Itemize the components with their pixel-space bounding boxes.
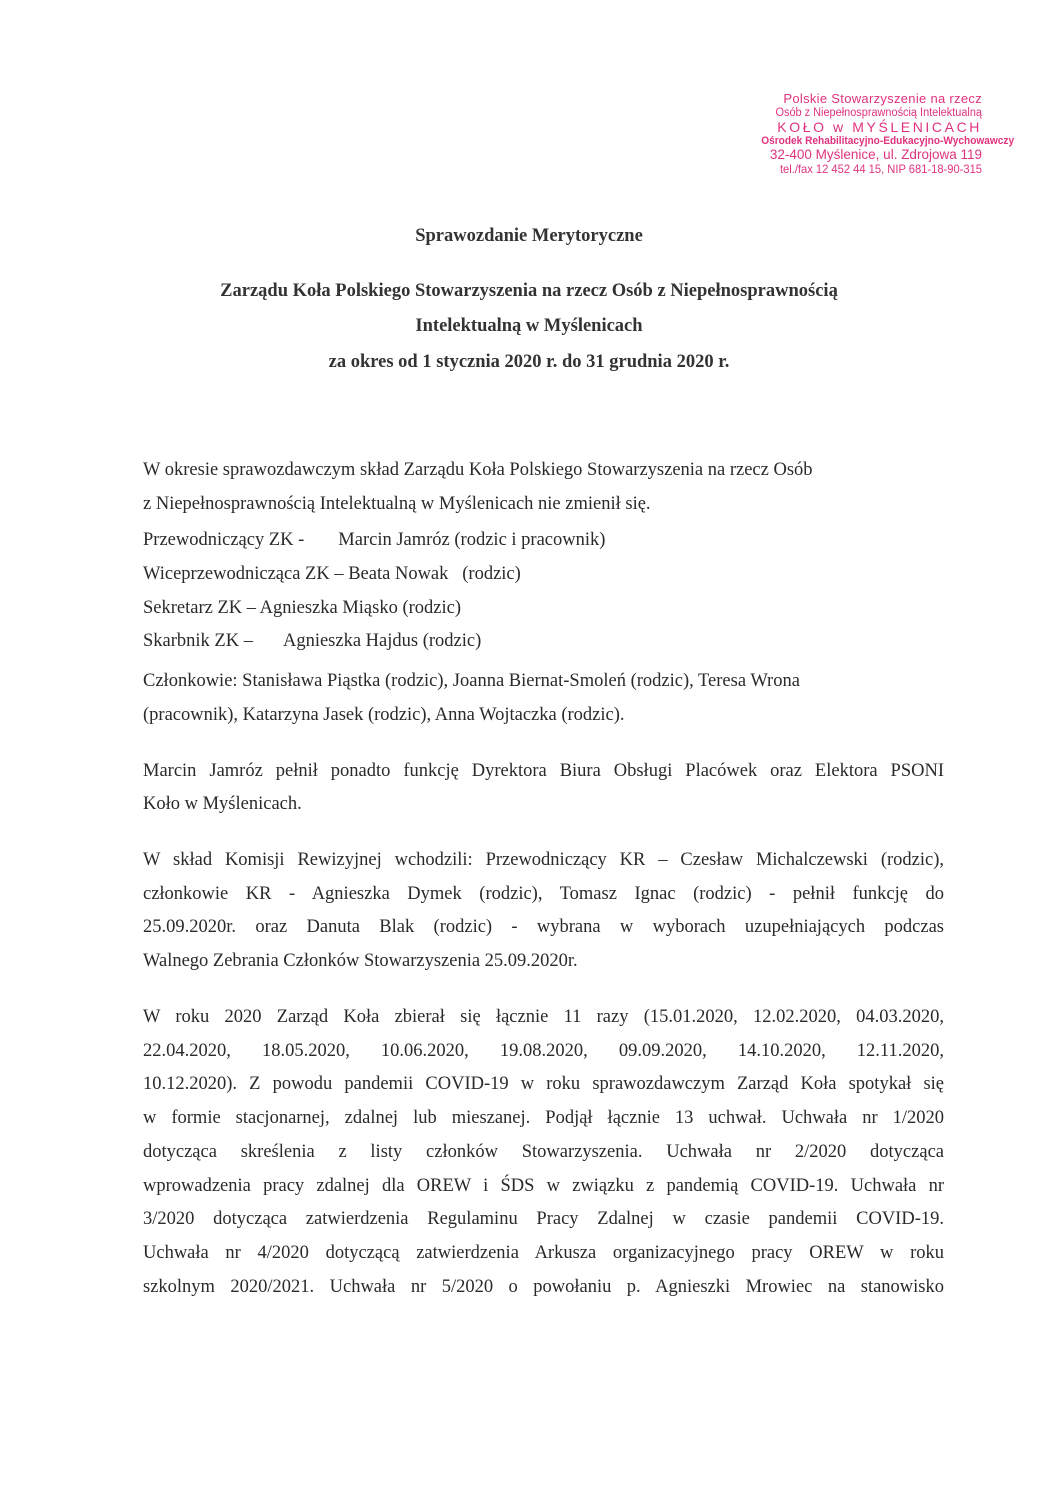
stamp-line: Osób z Niepełnosprawnością Intelektualną [775, 107, 982, 119]
meetings-line: Uchwała nr 4/2020 dotyczącą zatwierdzenia Arkusza organizacyjnego pracy OREW w roku [143, 1243, 944, 1263]
board-person: Marcin Jamróz (rodzic i pracownik) [338, 530, 606, 550]
audit-line: Walnego Zebrania Członków Stowarzyszenia 25.09.2020r. [143, 951, 578, 971]
stamp-line: 32-400 Myślenice, ul. Zdrojowa 119 [769, 147, 982, 162]
board-person: Agnieszka Miąsko (rodzic) [259, 598, 462, 618]
board-role: Sekretarz ZK – [143, 598, 257, 618]
document-title: Sprawozdanie Merytoryczne [415, 226, 643, 246]
meetings-line: 3/2020 dotycząca zatwierdzenia Regulaminu Pracy Zdalnej w czasie pandemii COVID-19. [143, 1209, 944, 1229]
board-person: Beata Nowak (rodzic) [348, 564, 521, 584]
stamp-line: KOŁO w MYŚLENICACH [777, 119, 982, 135]
director-line: Marcin Jamróz pełnił ponadto funkcję Dyrektora Biura Obsługi Placówek oraz Elektora PSONI [143, 761, 944, 781]
meetings-line: w formie stacjonarnej, zdalnej lub mieszanej. Podjął łącznie 13 uchwał. Uchwała nr 1/2020 [143, 1108, 944, 1128]
meetings-line: szkolnym 2020/2021. Uchwała nr 5/2020 o powołaniu p. Agnieszki Mrowiec na stanowisko [143, 1277, 944, 1297]
director-line: Koło w Myślenicach. [143, 794, 302, 814]
board-member [143, 564, 521, 585]
organization-stamp [742, 91, 1015, 176]
audit-line: członkowie KR - Agnieszka Dymek (rodzic), Tomasz Ignac (rodzic) - pełnił funkcję do [143, 884, 944, 904]
meetings-line: 22.04.2020, 18.05.2020, 10.06.2020, 19.08.2020, 09.09.2020, 14.10.2020, 12.11.2020, [143, 1041, 944, 1061]
document-subtitle: Zarządu Koła Polskiego Stowarzyszenia na rzecz Osób z Niepełnosprawnością [220, 281, 838, 301]
meetings-line: 10.12.2020). Z powodu pandemii COVID-19 w roku sprawozdawczym Zarząd Koła spotykał się [143, 1074, 944, 1094]
audit-line: W skład Komisji Rewizyjnej wchodzili: Przewodniczący KR – Czesław Michalczewski (rodzic), [143, 850, 944, 870]
audit-line: 25.09.2020r. oraz Danuta Blak (rodzic) - wybrana w wyborach uzupełniających podczas [143, 917, 944, 937]
document-subtitle: Intelektualną w Myślenicach [415, 316, 643, 336]
meetings-line: wprowadzenia pracy zdalnej dla OREW i ŚDS w związku z pandemią COVID-19. Uchwała nr [143, 1176, 944, 1196]
board-role: Wiceprzewodnicząca ZK – [143, 564, 344, 584]
board-role: Skarbnik ZK – [143, 631, 253, 651]
members-line: Członkowie: Stanisława Piąstka (rodzic), Joanna Biernat-Smoleń (rodzic), Teresa Wrona [143, 671, 800, 691]
stamp-line: tel./fax 12 452 44 15, NIP 681-18-90-315 [779, 162, 982, 176]
intro-line: z Niepełnosprawnością Intelektualną w Myślenicach nie zmienił się. [143, 494, 651, 514]
board-person: Agnieszka Hajdus (rodzic) [282, 631, 482, 651]
members-line: (pracownik), Katarzyna Jasek (rodzic), Anna Wojtaczka (rodzic). [143, 705, 625, 725]
document-period: za okres od 1 stycznia 2020 r. do 31 grudnia 2020 r. [328, 352, 730, 372]
board-member [143, 530, 605, 551]
stamp-line: Polskie Stowarzyszenie na rzecz [783, 91, 982, 106]
board-role: Przewodniczący ZK - [143, 530, 305, 550]
meetings-line: W roku 2020 Zarząd Koła zbierał się łącznie 11 razy (15.01.2020, 12.02.2020, 04.03.2020, [143, 1007, 944, 1027]
board-member [143, 631, 481, 652]
stamp-line: Ośrodek Rehabilitacyjno-Edukacyjno-Wychowawczy [761, 135, 1015, 147]
board-member [143, 598, 461, 619]
meetings-line: dotycząca skreślenia z listy członków Stowarzyszenia. Uchwała nr 2/2020 dotycząca [143, 1142, 944, 1162]
intro-line: W okresie sprawozdawczym skład Zarządu Koła Polskiego Stowarzyszenia na rzecz Osób [143, 460, 813, 480]
